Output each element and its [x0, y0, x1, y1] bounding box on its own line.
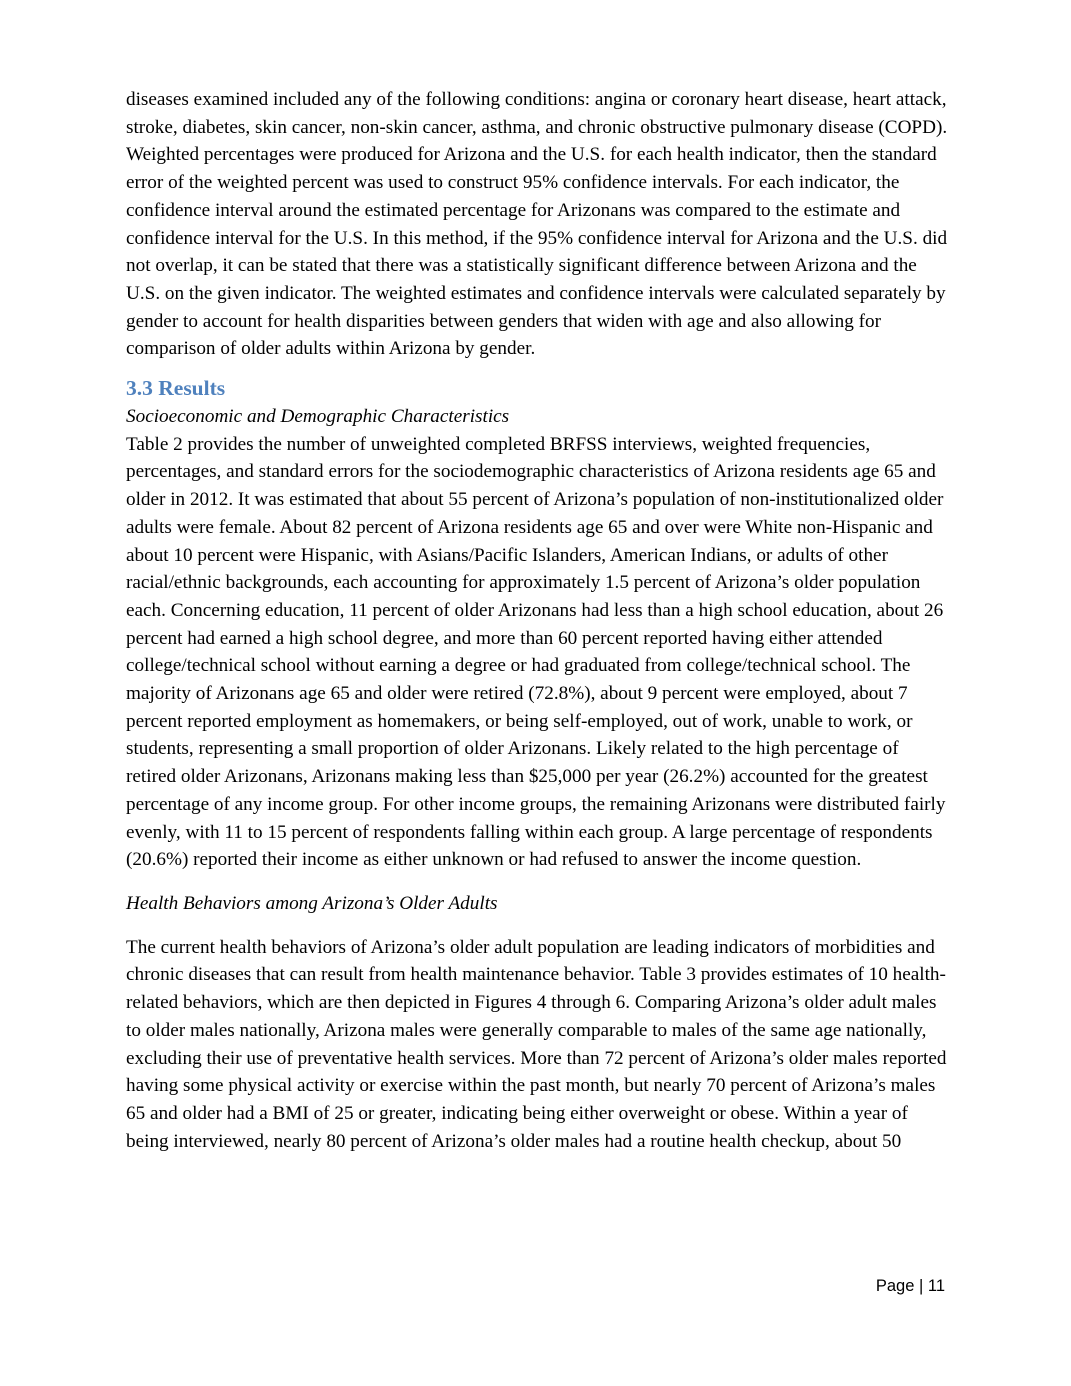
page-number: Page | 11 [875, 1277, 945, 1295]
subheading-health-behaviors: Health Behaviors among Arizona’s Older Adults [126, 892, 498, 914]
section-heading: 3.3 Results [126, 376, 226, 401]
subheading-socioeconomic: Socioeconomic and Demographic Characteristics [126, 406, 510, 428]
document-page [126, 86, 948, 1155]
intro-paragraph: diseases examined included any of the following conditions: angina or coronary heart disease, heart attack, stroke, diabetes, skin cancer, non-skin cancer, asthma, and chronic obstructive pulmonary disease (COPD). Weighted percentages were produced for Arizona and the U.S. for each health indicator, then the standard error of the weighted percent was used to construct 95% confidence intervals. For each indicator, the confidence interval around the estimated percentage for Arizonans was compared to the estimate and confidence interval for the U.S. In this method, if the 95% confidence interval for Arizona and the U.S. did not overlap, it can be stated that there was a statistically significant difference between Arizona and the U.S. on the given indicator. The weighted estimates and confidence intervals were calculated separately by gender to account for health disparities between genders that widen with age and also allowing for comparison of older adults within Arizona by gender. [126, 89, 948, 360]
paragraph-socioeconomic: Table 2 provides the number of unweighted completed BRFSS interviews, weighted frequencies, percentages, and standard errors for the sociodemographic characteristics of Arizona residents age 65 and older in 2012. It was estimated that about 55 percent of Arizona’s population of non-institutionalized older adults were female. About 82 percent of Arizona residents age 65 and over were White non-Hispanic and about 10 percent were Hispanic, with Asians/Pacific Islanders, American Indians, or adults of other racial/ethnic backgrounds, each accounting for approximately 1.5 percent of Arizona’s older population each. Concerning education, 11 percent of older Arizonans had less than a high school education, about 26 percent had earned a high school degree, and more than 60 percent reported having either attended college/technical school without earning a degree or had graduated from college/technical school. The majority of Arizonans age 65 and older were retired (72.8%), about 9 percent were employed, about 7 percent reported employment as homemakers, or being self-employed, out of work, unable to work, or students, representing a small proportion of older Arizonans. Likely related to the high percentage of retired older Arizonans, Arizonans making less than $25,000 per year (26.2%) accounted for the greatest percentage of any income group. For other income groups, the remaining Arizonans were distributed fairly evenly, with 11 to 15 percent of respondents falling within each group. A large percentage of respondents (20.6%) reported their income as either unknown or had refused to answer the income question. [126, 433, 946, 871]
paragraph-health-behaviors: The current health behaviors of Arizona’s older adult population are leading indicators of morbidities and chronic diseases that can result from health maintenance behavior. Table 3 provides estimates of 10 health-related behaviors, which are then depicted in Figures 4 through 6. Comparing Arizona’s older adult males to older males nationally, Arizona males were generally comparable to males of the same age nationally, excluding their use of preventative health services. More than 72 percent of Arizona’s older males reported having some physical activity or exercise within the past month, but nearly 70 percent of Arizona’s males 65 and older had a BMI of 25 or greater, indicating being either overweight or obese. Within a year of being interviewed, nearly 80 percent of Arizona’s older males had a routine health checkup, about 50 [126, 936, 947, 1152]
